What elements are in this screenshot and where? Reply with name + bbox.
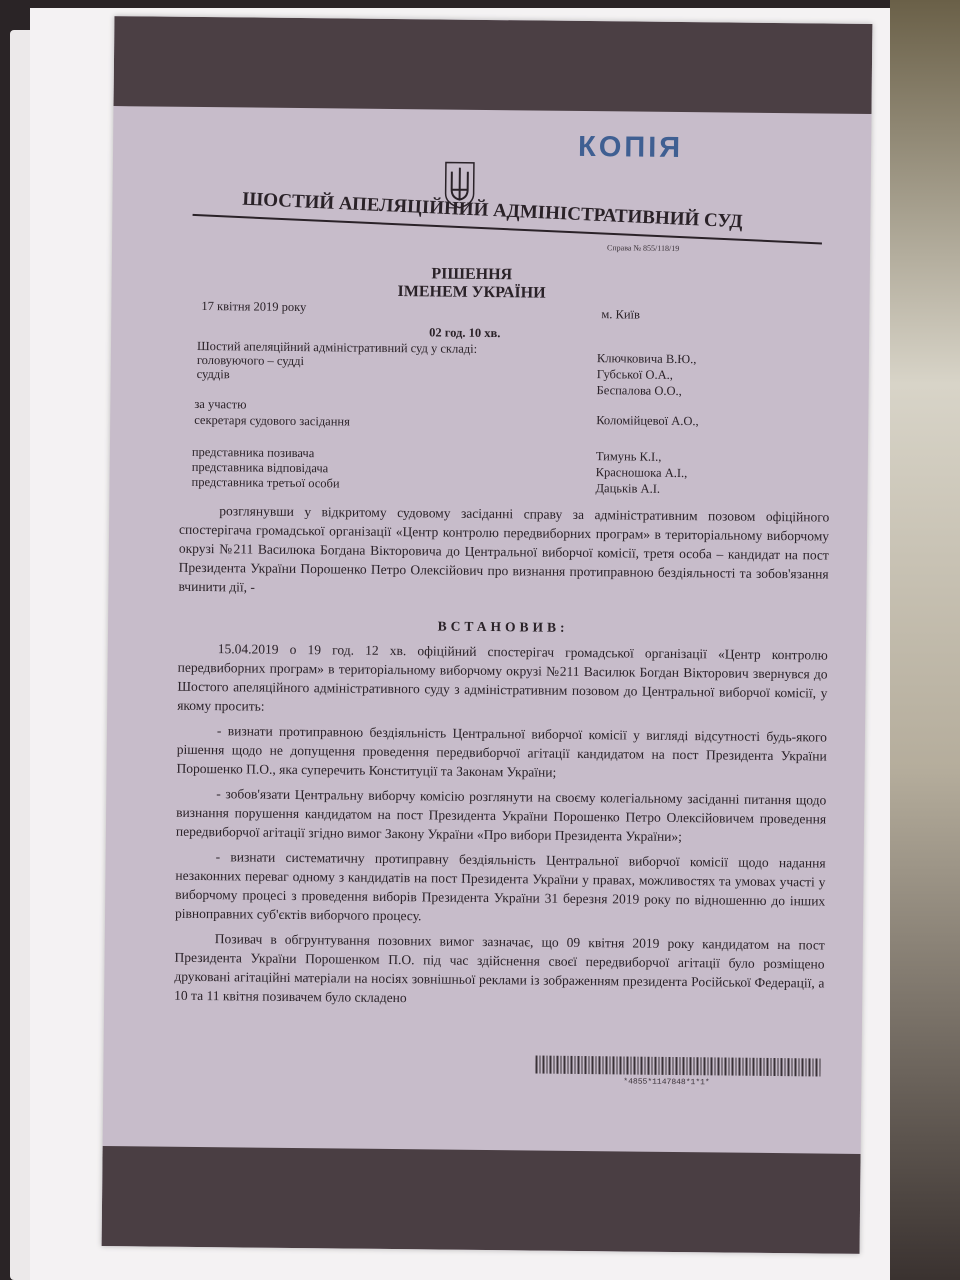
top-band bbox=[114, 16, 873, 114]
decision-time: 02 год. 10 хв. bbox=[429, 325, 501, 341]
title-line-2: ІМЕНЕМ УКРАЇНИ bbox=[397, 283, 546, 302]
composition-label: за участю bbox=[194, 396, 247, 412]
composition-name: Ключковича В.Ю., bbox=[596, 351, 697, 367]
composition-name: Беспалова О.О., bbox=[596, 383, 682, 399]
composition-name: Коломійцевої А.О., bbox=[596, 413, 699, 429]
composition-name: Красношока А.І., bbox=[595, 465, 688, 481]
document-body bbox=[174, 501, 829, 1018]
composition-label: Шостий апеляційний адміністративний суд у складі: bbox=[196, 338, 478, 356]
intro-paragraph: розглянувши у відкритому судовому засіданні справу за адміністративним позовом офіційного спостерігача громадської організації «Центр контролю передвиборних програм» в територіальному виборчому окрузі №211 Василюка Богдана Вікторовича до Центральної виборчої комісії, третя особа – кандидат на пост Президента України Порошенко Петро Олексійович про визнання протиправною бездіяльності та зобов'язання вчинити дії, - bbox=[178, 503, 830, 595]
bottom-band bbox=[102, 1146, 861, 1254]
composition-label: головуючого – судді bbox=[196, 352, 305, 369]
barcode bbox=[535, 1056, 820, 1077]
copy-stamp: КОПІЯ bbox=[577, 130, 684, 165]
document-page bbox=[102, 16, 873, 1254]
background bbox=[890, 0, 960, 1280]
court-name: ШОСТИЙ АПЕЛЯЦІЙНИЙ АДМІНІСТРАТИВНИЙ СУД bbox=[241, 188, 743, 233]
title-line-1: РІШЕННЯ bbox=[431, 265, 513, 284]
body-paragraph: Позивач в обгрунтування позовних вимог зазначає, що 09 квітня 2019 року кандидатом на пост Президента України Порошенком П.О. під час здійснення своєї передвиборчої агітації було розміщено друковані агітаційні матеріали на носіях зовнішньої реклами із зображенням президента Російської Федерації, а 10 та 11 квітня позивачем було складено bbox=[174, 931, 825, 1006]
established-heading: ВСТАНОВИВ: bbox=[437, 618, 569, 635]
composition-name: Дацьків А.І. bbox=[595, 481, 661, 496]
composition-label: представника позивача bbox=[191, 444, 315, 461]
body-paragraph: - визнати систематичну протиправну бездіяльність Центральної виборчої комісії щодо надання незаконних переваг одному з кандидатів на пост Президента України у правах, можливостях та умовах участі у виборчому процесі з проведення виборів Президента України 31 березня 2019 року по відношенню до інших рівноправних суб'єктів виборчого процесу. bbox=[174, 849, 826, 924]
composition-label: суддів bbox=[196, 366, 230, 382]
body-paragraph: - визнати протиправною бездіяльність Центральної виборчої комісії у вигляді відсутності будь-якого рішення щодо не допущення проведення передвиборчої агітації кандидатом на пост Президента України Порошенко П.О., яка суперечить Конституції та Законам України; bbox=[176, 723, 828, 780]
document-title bbox=[351, 265, 591, 304]
composition-label: секретаря судового засідання bbox=[194, 412, 350, 429]
barcode-number: *4855*1147848*1*1* bbox=[623, 1077, 710, 1088]
body-paragraph: - зобов'язати Центральну виборчу комісію розглянути на своєму колегіальному засіданні питання щодо визнання порушення кандидатом на пост Президента України Порошенко Петро Олексійовичем проведення передвиборчої агітації згідно вимог Закону України «Про вибори Президента України»; bbox=[175, 786, 827, 845]
composition-label: представника третьої особи bbox=[191, 474, 340, 491]
composition-label: представника відповідача bbox=[191, 459, 329, 476]
case-number: Справа № 855/118/19 bbox=[607, 243, 680, 253]
city: м. Київ bbox=[601, 307, 640, 322]
body-paragraph: 15.04.2019 о 19 год. 12 хв. офіційний спостерігач громадської організації «Центр контролю передвиборних програм» в територіальному виборчому окрузі №211 Василюк Богдан Вікторович звернувся до Шостого апеляційного адміністративного суду з адміністративним позовом до Центральної виборчої комісії, у якому просить: bbox=[177, 641, 828, 714]
composition-name: Губської О.А., bbox=[596, 367, 673, 382]
composition-name: Тимунь К.І., bbox=[595, 449, 662, 464]
decision-date: 17 квітня 2019 року bbox=[201, 298, 307, 315]
